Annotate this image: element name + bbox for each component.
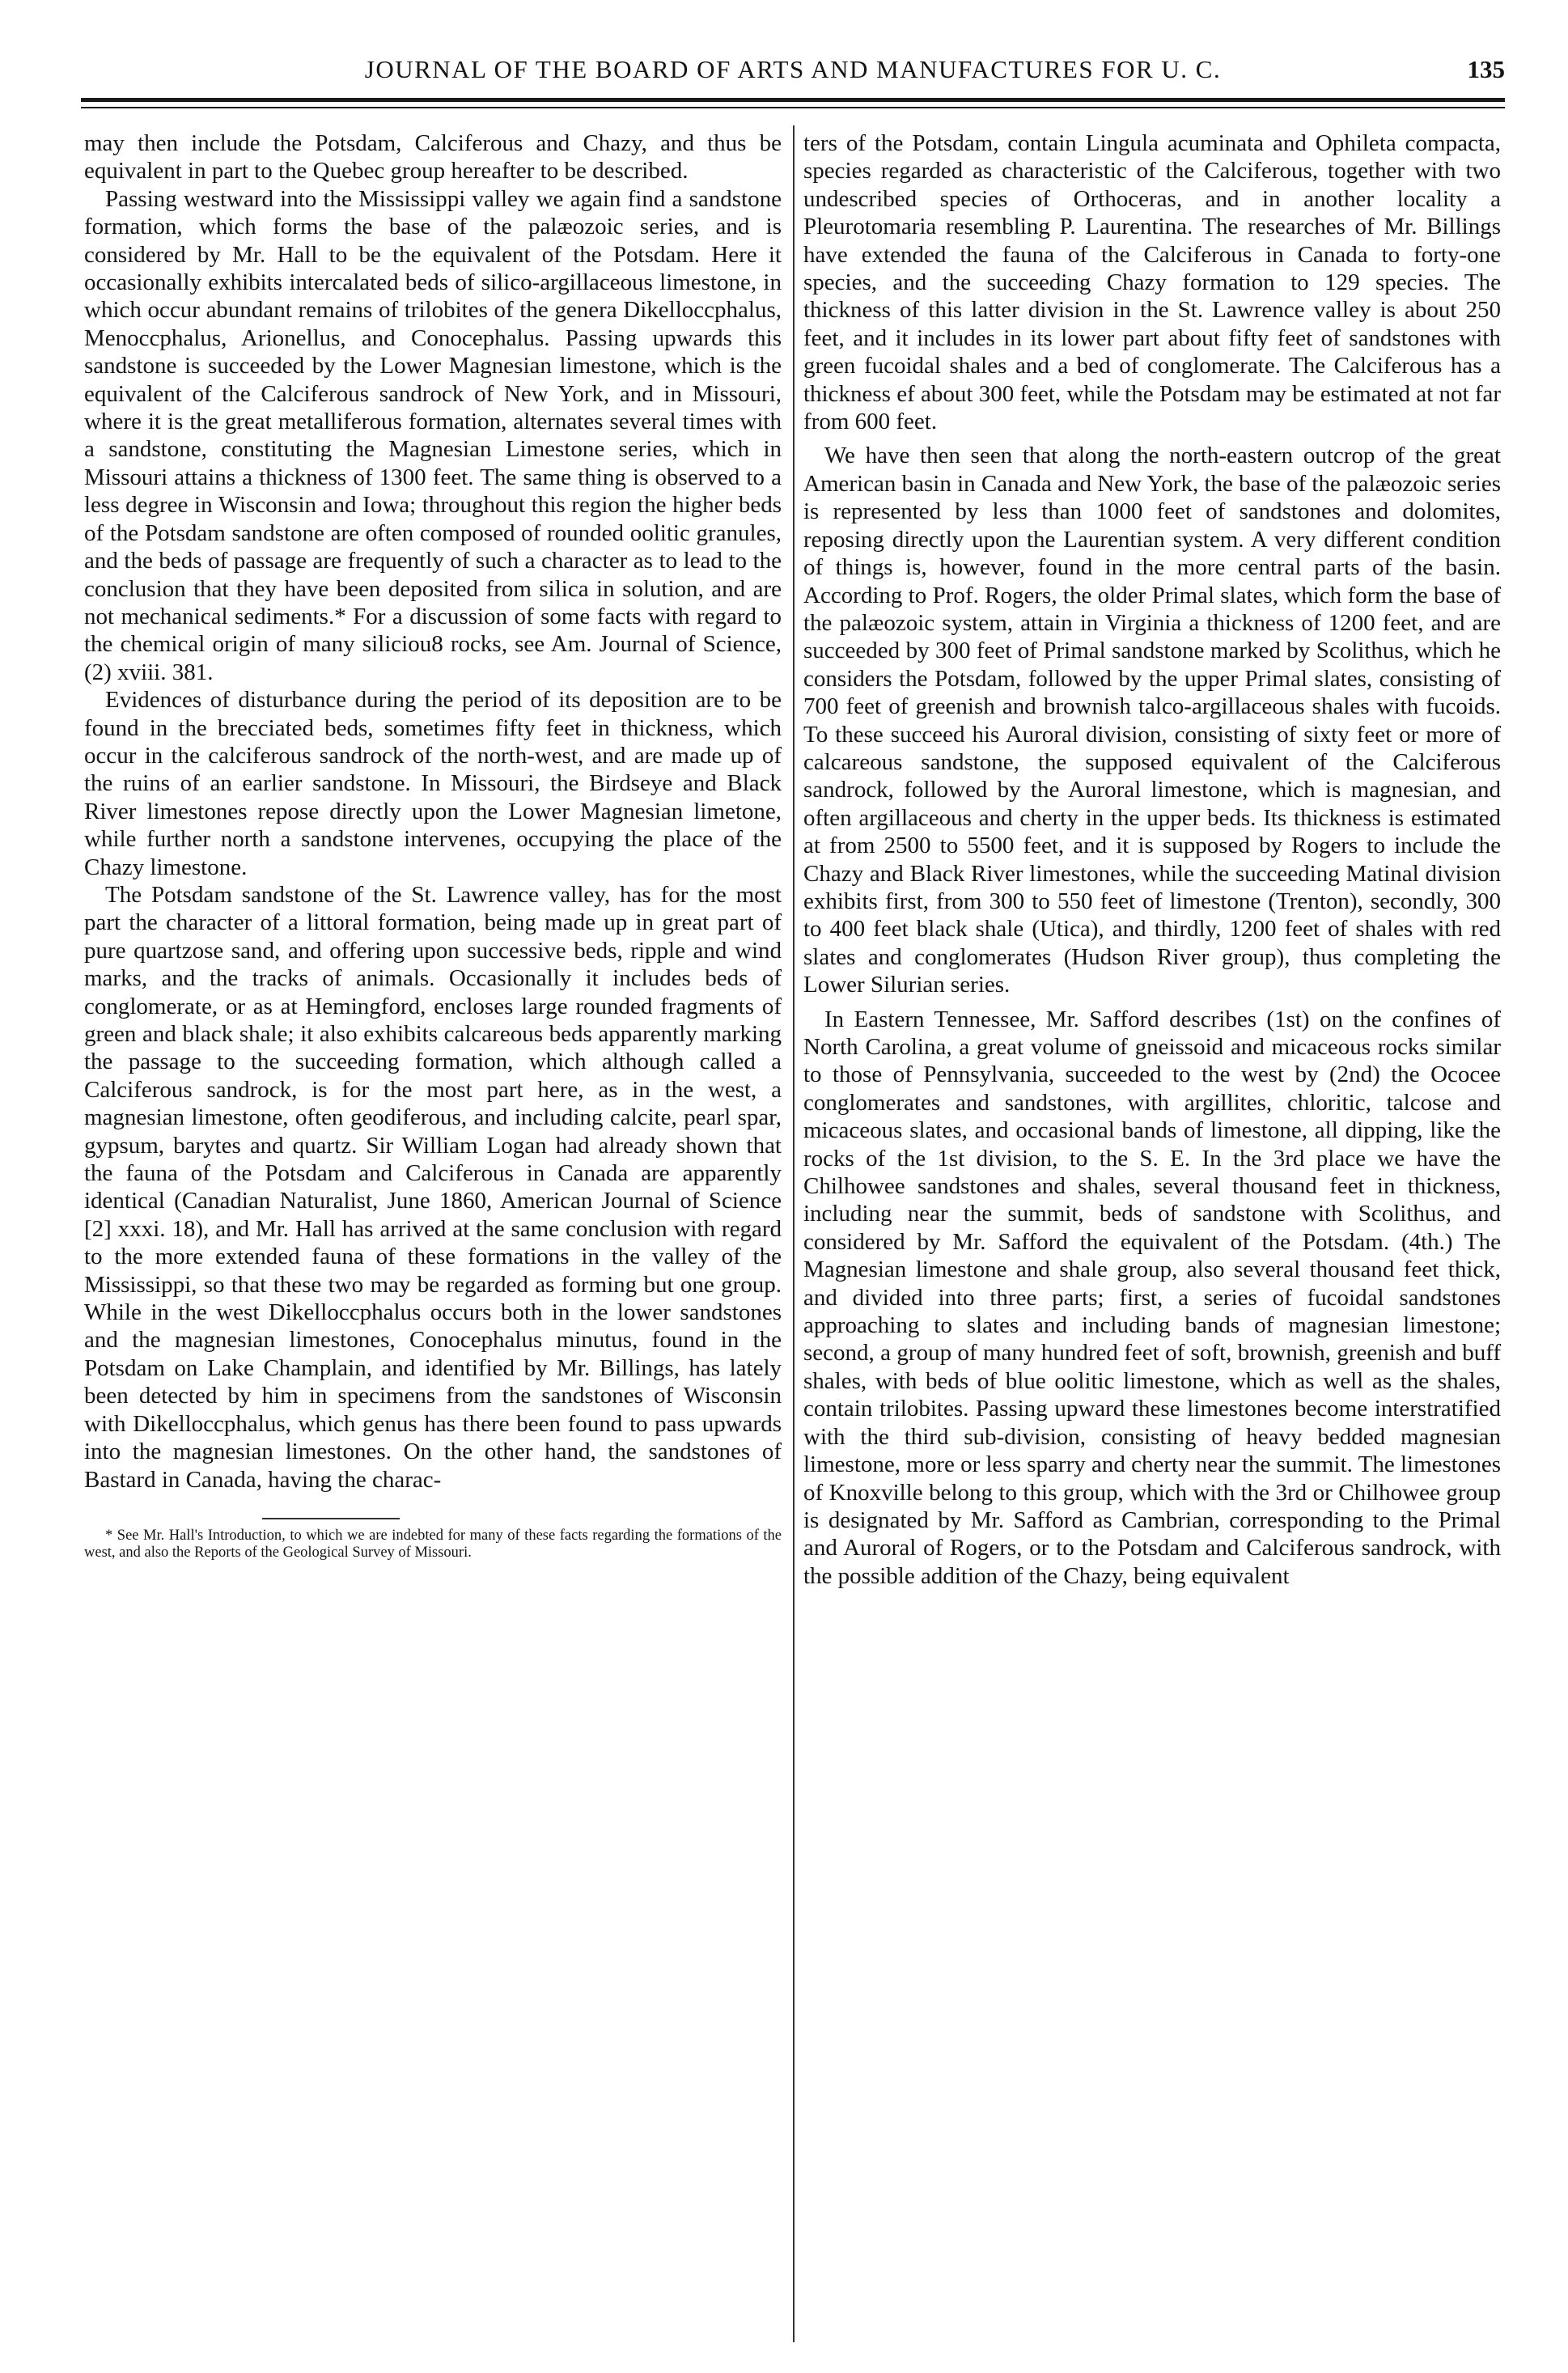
page-number: 135	[1467, 55, 1505, 83]
footnote-rule	[262, 1518, 400, 1519]
paragraph: In Eastern Tennessee, Mr. Safford describes (1st) on the confines of North Carolina, a great volume of gneissoid and micaceous rocks similar to those of Pennsylvania, succeeded to the west by (2nd) the Ococee conglomerates and sandstones, with argillites, chloritic, talcose and micaceous slates, and occasional bands of limestone, all dipping, like the rocks of the 1st division, to the S. E. In the 3rd place we have the Chilhowee sandstones and shales, several thousand feet in thickness, including near the summit, beds of sandstone with Scolithus, and considered by Mr. Safford the equivalent of the Potsdam. (4th.) The Magnesian limestone and shale group, also several thousand feet thick, and divided into three parts; first, a series of fucoidal sandstones approaching to slates and including bands of magnesian limestone; second, a group of many hundred feet of soft, brownish, greenish and buff shales, with beds of blue oolitic limestone, which as well as the shales, contain trilobites. Passing upward these limestones become interstratified with the third sub-division, consisting of heavy bedded magnesian limestone, more or less sparry and cherty near the summit. The limestones of Knoxville belong to this group, which with the 3rd or Chilhowee group is designated by Mr. Safford as Cambrian, corresponding to the Primal and Auroral of Rogers, or to the Potsdam and Calciferous sandrock, with the possible addition of the Chazy, being equivalent	[803, 1006, 1501, 1589]
header-rule-thick	[81, 98, 1505, 102]
footnote: * See Mr. Hall's Introduction, to which we are indebted for many of these facts regarding the formations of the west, and also the Reports of the Geological Survey of Missouri.	[84, 1527, 782, 1562]
header-rule-thin	[81, 107, 1505, 108]
paragraph: Passing westward into the Mississippi valley we again find a sandstone formation, which forms the base of the palæozoic series, and is considered by Mr. Hall to be the equivalent of the Potsdam. Here it occasionally exhibits intercalated beds of silico-argillaceous limestone, in which occur abundant remains of trilobites of the genera Dikelloccphalus, Menoccphalus, Arionellus, and Conocephalus. Passing upwards this sandstone is succeeded by the Lower Magnesian limestone, which is the equivalent of the Calciferous sandrock of New York, and in Missouri, where it is the great metalliferous formation, alternates several times with a sandstone, constituting the Magnesian Limestone series, which in Missouri attains a thickness of 1300 feet. The same thing is observed to a less degree in Wisconsin and Iowa; throughout this region the higher beds of the Potsdam sandstone are often composed of rounded oolitic granules, and the beds of passage are frequently of such a character as to lead to the conclusion that they have been deposited from silica in solution, and are not mechanical sediments.* For a discussion of some facts with regard to the chemical origin of many siliciou8 rocks, see Am. Journal of Science, (2) xviii. 381.	[84, 185, 782, 685]
journal-title: JOURNAL OF THE BOARD OF ARTS AND MANUFACTURES FOR U. C.	[364, 55, 1222, 83]
column-divider	[793, 125, 795, 2342]
paragraph: We have then seen that along the north-eastern outcrop of the great American basin in Canada and New York, the base of the palæozoic series is represented by less than 1000 feet of sandstones and dolomites, reposing directly upon the Laurentian system. A very different condition of things is, however, found in the more central parts of the basin. According to Prof. Rogers, the older Primal slates, which form the base of the palæozoic system, attain in Virginia a thickness of 1200 feet, and are succeeded by 300 feet of Primal sandstone marked by Scolithus, which he considers the Potsdam, followed by the upper Primal slates, consisting of 700 feet of greenish and brownish talco-argillaceous shales with fucoids. To these succeed his Auroral division, consisting of sixty feet or more of calcareous sandstone, the supposed equivalent of the Calciferous sandrock, followed by the Auroral limestone, which is magnesian, and often argillaceous and cherty in the upper beds. Its thickness is estimated at from 2500 to 5500 feet, and it is supposed by Rogers to include the Chazy and Black River limestones, while the succeeding Matinal division exhibits first, from 300 to 550 feet of limestone (Trenton), secondly, 300 to 400 feet black shale (Utica), and thirdly, 1200 feet of shales with red slates and conglomerates (Hudson River group), thus completing the Lower Silurian series.	[803, 443, 1501, 998]
paragraph: ters of the Potsdam, contain Lingula acuminata and Ophileta compacta, species regarded as characteristic of the Calciferous, together with two undescribed species of Orthoceras, and in another locality a Pleurotomaria resembling P. Laurentina. The researches of Mr. Billings have extended the fauna of the Calciferous in Canada to forty-one species, and the succeeding Chazy formation to 129 species. The thickness of this latter division in the St. Lawrence valley is about 250 feet, and it includes in its lower part about fifty feet of sandstones with green fucoidal shales and a bed of conglomerate. The Calciferous has a thickness ef about 300 feet, while the Potsdam may be estimated at not far from 600 feet.	[803, 130, 1501, 435]
paragraph: The Potsdam sandstone of the St. Lawrence valley, has for the most part the character of a littoral formation, being made up in great part of pure quartzose sand, and offering upon successive beds, ripple and wind marks, and the tracks of animals. Occasionally it includes beds of conglomerate, or as at Hemingford, encloses large rounded fragments of green and black shale; it also exhibits calcareous beds apparently marking the passage to the succeeding formation, which although called a Calciferous sandrock, is for the most part here, as in the west, a magnesian limestone, often geodiferous, and including calcite, pearl spar, gypsum, barytes and quartz. Sir William Logan had already shown that the fauna of the Potsdam and Calciferous in Canada are apparently identical (Canadian Naturalist, June 1860, American Journal of Science [2] xxxi. 18), and Mr. Hall has arrived at the same conclusion with regard to the more extended fauna of these formations in the valley of the Mississippi, so that these two may be regarded as forming but one group. While in the west Dikelloccphalus occurs both in the lower sandstones and the magnesian limestones, Conocephalus minutus, found in the Potsdam on Lake Champlain, and identified by Mr. Billings, has lately been detected by him in specimens from the sandstones of Wisconsin with Dikelloccphalus, which genus has there been found to pass upwards into the magnesian limestones. On the other hand, the sandstones of Bastard in Canada, having the charac-	[84, 881, 782, 1493]
right-column	[803, 129, 1501, 1590]
left-column	[84, 129, 782, 1562]
paragraph: Evidences of disturbance during the period of its deposition are to be found in the brecciated beds, sometimes fifty feet in thickness, which occur in the calciferous sandrock of the north-west, and are made up of the ruins of an earlier sandstone. In Missouri, the Birdseye and Black River limestones repose directly upon the Lower Magnesian limetone, while further north a sandstone intervenes, occupying the place of the Chazy limestone.	[84, 687, 782, 880]
paragraph: may then include the Potsdam, Calciferous and Chazy, and thus be equivalent in part to the Quebec group hereafter to be described.	[84, 130, 782, 184]
page-header	[81, 55, 1505, 94]
